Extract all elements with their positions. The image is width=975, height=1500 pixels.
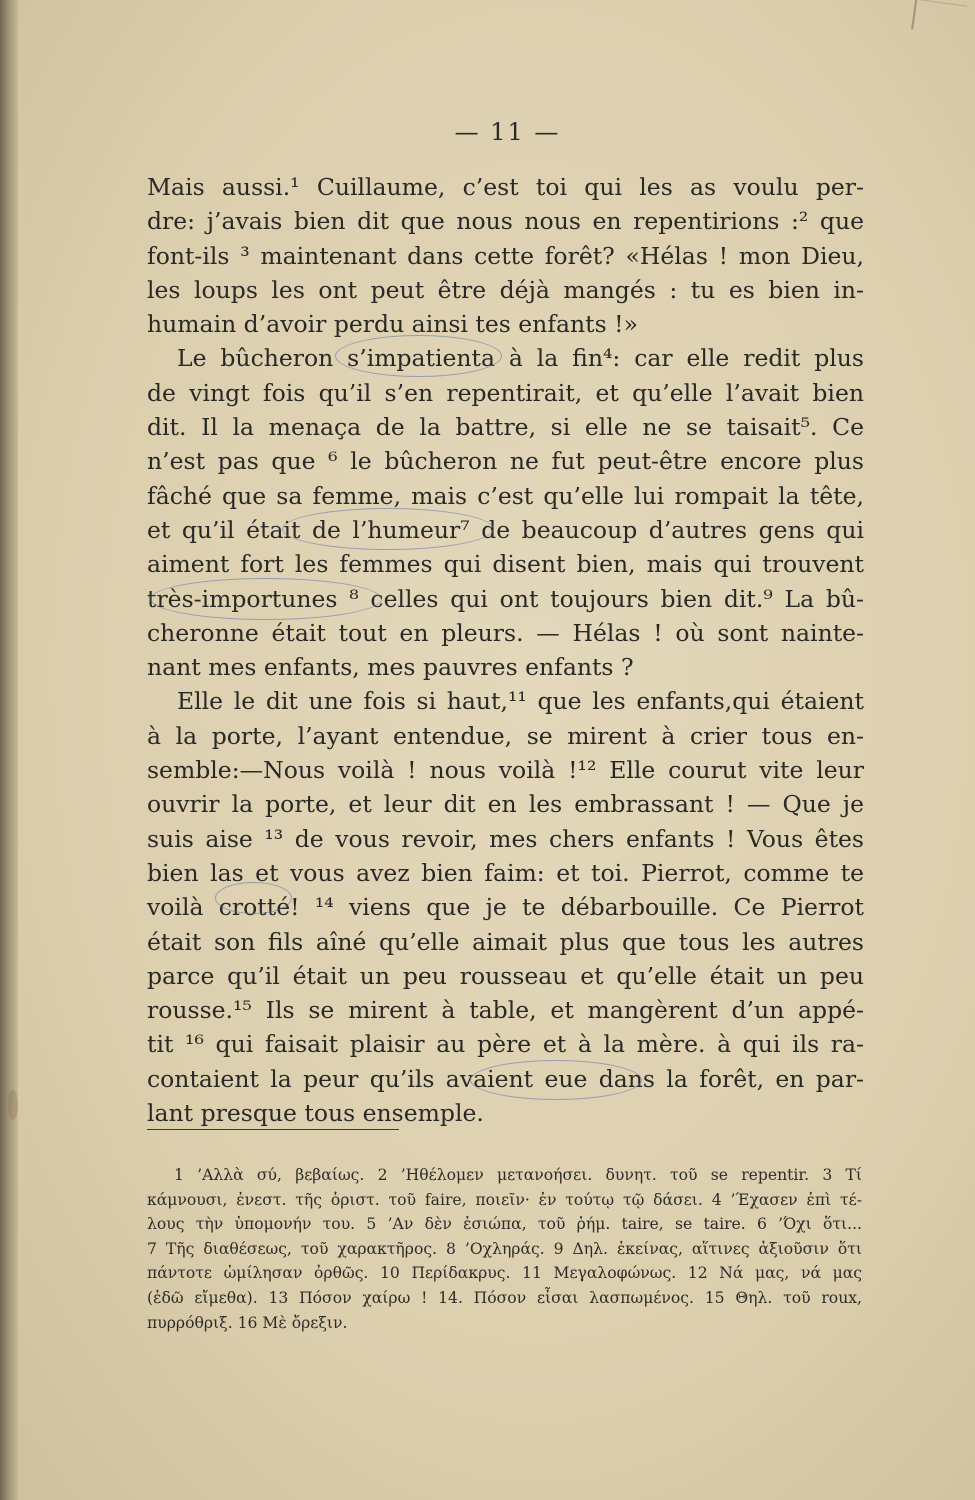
body-line: humain d’avoir perdu ainsi tes enfants !» bbox=[147, 310, 638, 339]
pencil-annotation bbox=[282, 508, 494, 550]
footnote-line: (ἐδῶ εἴμεθα). 13 Πόσον χαίρω ! 14. Πόσον εἶσαι λασπωμένος. 15 Θηλ. τοῦ roux, bbox=[147, 1288, 862, 1307]
body-line: aiment fort les femmes qui disent bien, mais qui trouvent bbox=[147, 550, 864, 579]
body-line: dre: j’avais bien dit que nous nous en repentirions :² que bbox=[147, 207, 864, 236]
body-line: de vingt fois qu’il s’en repentirait, et qu’elle l’avait bien bbox=[147, 378, 864, 407]
page-number: — 11 — bbox=[454, 118, 561, 146]
body-line: contaient la peur qu’ils avaient eue dans la forêt, en par- bbox=[147, 1064, 864, 1093]
footnotes bbox=[147, 1163, 862, 1335]
body-line: Le bûcheron s’impatienta à la fin⁴: car elle redit plus bbox=[177, 344, 864, 373]
footnote-line: πυρρόθριξ. 16 Μὲ ὄρεξιν. bbox=[147, 1313, 348, 1332]
body-line: bien las et vous avez bien faim: et toi. Pierrot, comme te bbox=[147, 858, 864, 887]
page-binding-edge bbox=[0, 0, 18, 1500]
pencil-annotation bbox=[335, 335, 502, 377]
pencil-annotation bbox=[215, 882, 292, 914]
footnote-line: 1 ’Αλλὰ σύ, βεβαίως. 2 ’Ηθέλομεν μετανοήσει. δυνητ. τοῦ se repentir. 3 Τί bbox=[174, 1166, 862, 1184]
body-line: semble:—Nous voilà ! nous voilà !¹² Elle courut vite leur bbox=[147, 756, 864, 785]
body-line: voilà crotté! ¹⁴ viens que je te débarbouille. Ce Pierrot bbox=[147, 893, 864, 922]
pencil-annotation bbox=[470, 1060, 642, 1100]
body-line: très-importunes ⁸ celles qui ont toujours bien dit.⁹ La bû- bbox=[147, 584, 864, 613]
body-text bbox=[147, 170, 864, 1130]
body-line: cheronne était tout en pleurs. — Hélas ! où sont nainte- bbox=[147, 618, 864, 647]
footnote-line: λους τὴν ὑπομονήν του. 5 ’Αν δὲν ἐσιώπα, τοῦ ῥήμ. taire, se taire. 6 ’Όχι ὅτι... bbox=[147, 1215, 862, 1234]
body-line: les loups les ont peut être déjà mangés : tu es bien in- bbox=[147, 275, 864, 304]
body-line: parce qu’il était un peu rousseau et qu’elle était un peu bbox=[147, 961, 864, 990]
body-line: lant presque tous ensemple. bbox=[147, 1099, 484, 1128]
body-line: Mais aussi.¹ Cuillaume, c’est toi qui les as voulu per- bbox=[147, 173, 864, 201]
body-line: à la porte, l’ayant entendue, se mirent à crier tous en- bbox=[147, 721, 864, 750]
body-line: et qu’il était de l’humeur⁷ de beaucoup d’autres gens qui bbox=[147, 515, 864, 544]
body-line: tit ¹⁶ qui faisait plaisir au père et à la mère. à qui ils ra- bbox=[147, 1030, 864, 1059]
body-line: fâché que sa femme, mais c’est qu’elle lui rompait la tête, bbox=[147, 481, 864, 510]
body-line: nant mes enfants, mes pauvres enfants ? bbox=[147, 653, 634, 682]
corner-pencil-mark bbox=[911, 0, 967, 36]
paper-stain bbox=[8, 1090, 18, 1120]
footnote-line: κάμνουσι, ἐνεστ. τῆς ὁριστ. τοῦ faire, ποιεῖν· ἐν τούτῳ τῷ δάσει. 4 ’Έχασεν ἐπὶ τέ- bbox=[147, 1190, 862, 1209]
body-line: suis aise ¹³ de vous revoir, mes chers enfants ! Vous êtes bbox=[147, 824, 864, 853]
footnote-divider bbox=[147, 1129, 399, 1130]
body-line: font-ils ³ maintenant dans cette forêt? «Hélas ! mon Dieu, bbox=[147, 241, 864, 270]
pencil-annotation bbox=[150, 578, 382, 620]
body-line: n’est pas que ⁶ le bûcheron ne fut peut-être encore plus bbox=[147, 447, 864, 476]
body-line: dit. Il la menaça de la battre, si elle ne se taisait⁵. Ce bbox=[147, 413, 864, 442]
footnote-line: 7 Τῆς διαθέσεως, τοῦ χαρακτῆρος. 8 ’Οχληράς. 9 Δηλ. ἐκείνας, αἵτινες ἀξιοῦσιν ὅτι bbox=[147, 1239, 862, 1258]
body-line: Elle le dit une fois si haut,¹¹ que les enfants,qui étaient bbox=[177, 687, 864, 716]
body-line: ouvrir la porte, et leur dit en les embrassant ! — Que je bbox=[147, 790, 864, 819]
footnote-line: πάντοτε ὡμίλησαν ὀρθῶς. 10 Περίδακρυς. 11 Μεγαλοφώνως. 12 Νά μας, νά μας bbox=[147, 1264, 862, 1283]
body-line: rousse.¹⁵ Ils se mirent à table, et mangèrent d’un appé- bbox=[147, 996, 864, 1025]
body-line: était son fils aîné qu’elle aimait plus que tous les autres bbox=[147, 927, 864, 956]
